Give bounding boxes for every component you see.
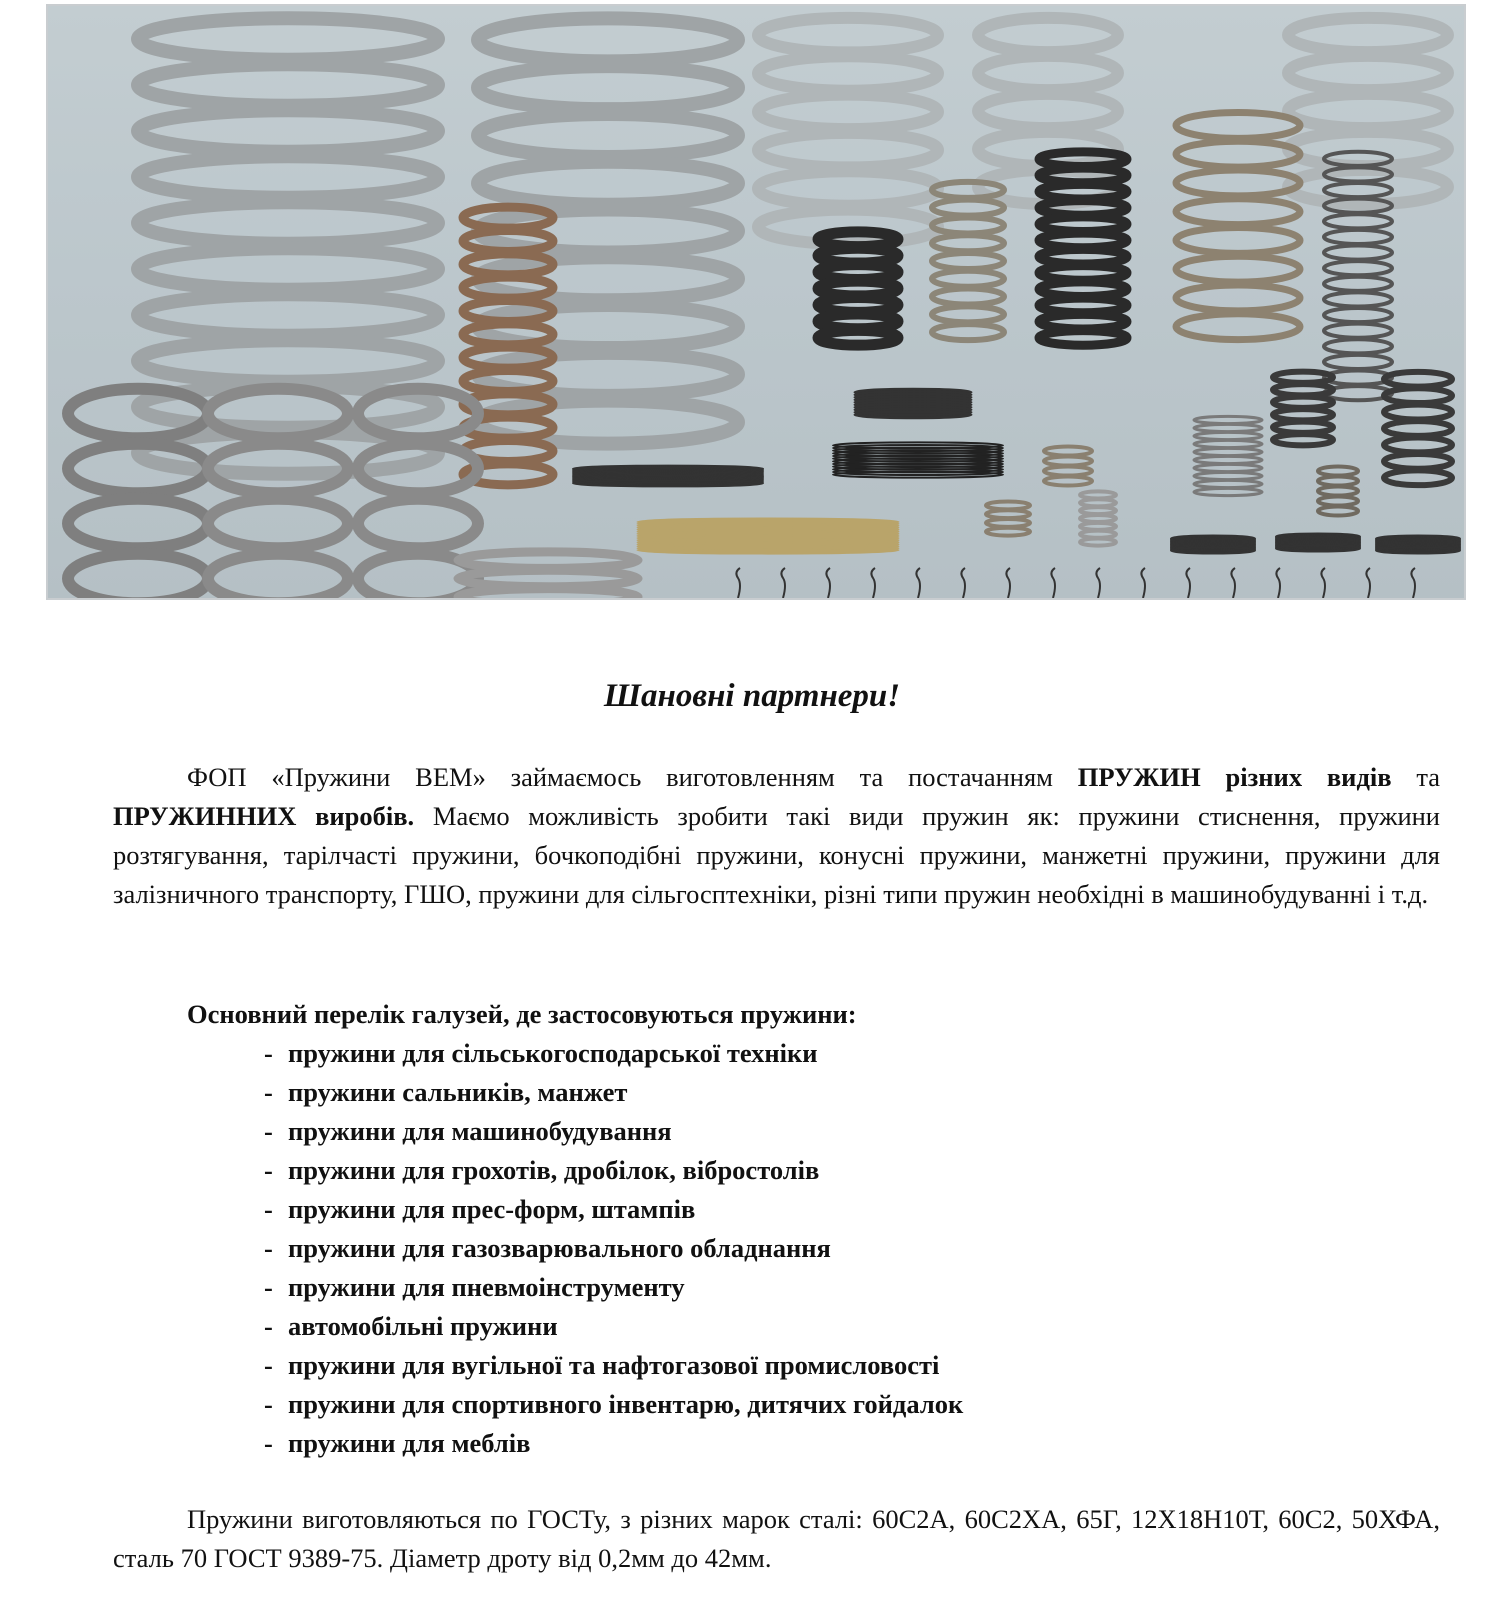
list-item	[264, 1307, 963, 1346]
list-item-text: пружини для грохотів, дробілок, вібростолів	[288, 1155, 820, 1185]
intro-text-2: та	[1391, 762, 1440, 792]
list-item-text: автомобільні пружини	[288, 1311, 558, 1341]
springs-photo-icon	[48, 6, 1464, 598]
list-bullet: -	[264, 1116, 273, 1146]
list-item	[264, 1073, 963, 1112]
list-item	[264, 1151, 963, 1190]
intro-text-3: Маємо можливість зробити такі види пружин як: пружини стиснення, пружини розтягування, тарілчасті пружини, бочкоподібні пружини, конусні пружини, манжетні пружини, пружини для залізничного транспорту, ГШО, пружини для сільгосптехніки, різні типи пружин необхідні в машинобудуванні і т.д.	[113, 801, 1440, 909]
list-item	[264, 1268, 963, 1307]
list-bullet: -	[264, 1233, 273, 1263]
page-title: Шановні партнери!	[603, 678, 901, 714]
materials-text: Пружини виготовляються по ГОСТу, з різних марок сталі: 60С2А, 60С2ХА, 65Г, 12Х18Н10Т, 60С2, 50ХФА, сталь 70 ГОСТ 9389-75. Діаметр дроту від 0,2мм до 42мм.	[113, 1504, 1440, 1573]
materials-paragraph	[113, 1500, 1440, 1578]
intro-paragraph	[113, 758, 1440, 914]
list-bullet: -	[264, 1389, 273, 1419]
list-bullet: -	[264, 1272, 273, 1302]
list-item-text: пружини для вугільної та нафтогазової промисловості	[288, 1350, 940, 1380]
list-bullet: -	[264, 1038, 273, 1068]
springs-banner-image	[46, 4, 1466, 600]
list-item-text: пружини для меблів	[288, 1428, 531, 1458]
industries-list	[264, 1034, 963, 1463]
list-item	[264, 1424, 963, 1463]
list-item-text: пружини для газозварювального обладнання	[288, 1233, 831, 1263]
intro-text-1: ФОП «Пружини ВЕМ» займаємось виготовленням та постачанням	[187, 762, 1078, 792]
list-item-text: пружини для пневмоінструменту	[288, 1272, 685, 1302]
list-item	[264, 1034, 963, 1073]
list-item	[264, 1112, 963, 1151]
list-item-text: пружини для прес-форм, штампів	[288, 1194, 696, 1224]
list-bullet: -	[264, 1194, 273, 1224]
list-bullet: -	[264, 1428, 273, 1458]
list-item	[264, 1190, 963, 1229]
list-item	[264, 1346, 963, 1385]
list-item-text: пружини сальників, манжет	[288, 1077, 628, 1107]
list-item-text: пружини для сільськогосподарської техніки	[288, 1038, 818, 1068]
list-item-text: пружини для спортивного інвентарю, дитячих гойдалок	[288, 1389, 964, 1419]
list-item-text: пружини для машинобудування	[288, 1116, 672, 1146]
intro-bold-springs: ПРУЖИН різних видів	[1077, 762, 1392, 792]
list-bullet: -	[264, 1155, 273, 1185]
list-item	[264, 1385, 963, 1424]
list-bullet: -	[264, 1077, 273, 1107]
list-item	[264, 1229, 963, 1268]
list-bullet: -	[264, 1311, 273, 1341]
intro-bold-spring-products: ПРУЖИННИХ виробів.	[113, 801, 415, 831]
industries-heading: Основний перелік галузей, де застосовуються пружини:	[187, 999, 857, 1029]
list-bullet: -	[264, 1350, 273, 1380]
